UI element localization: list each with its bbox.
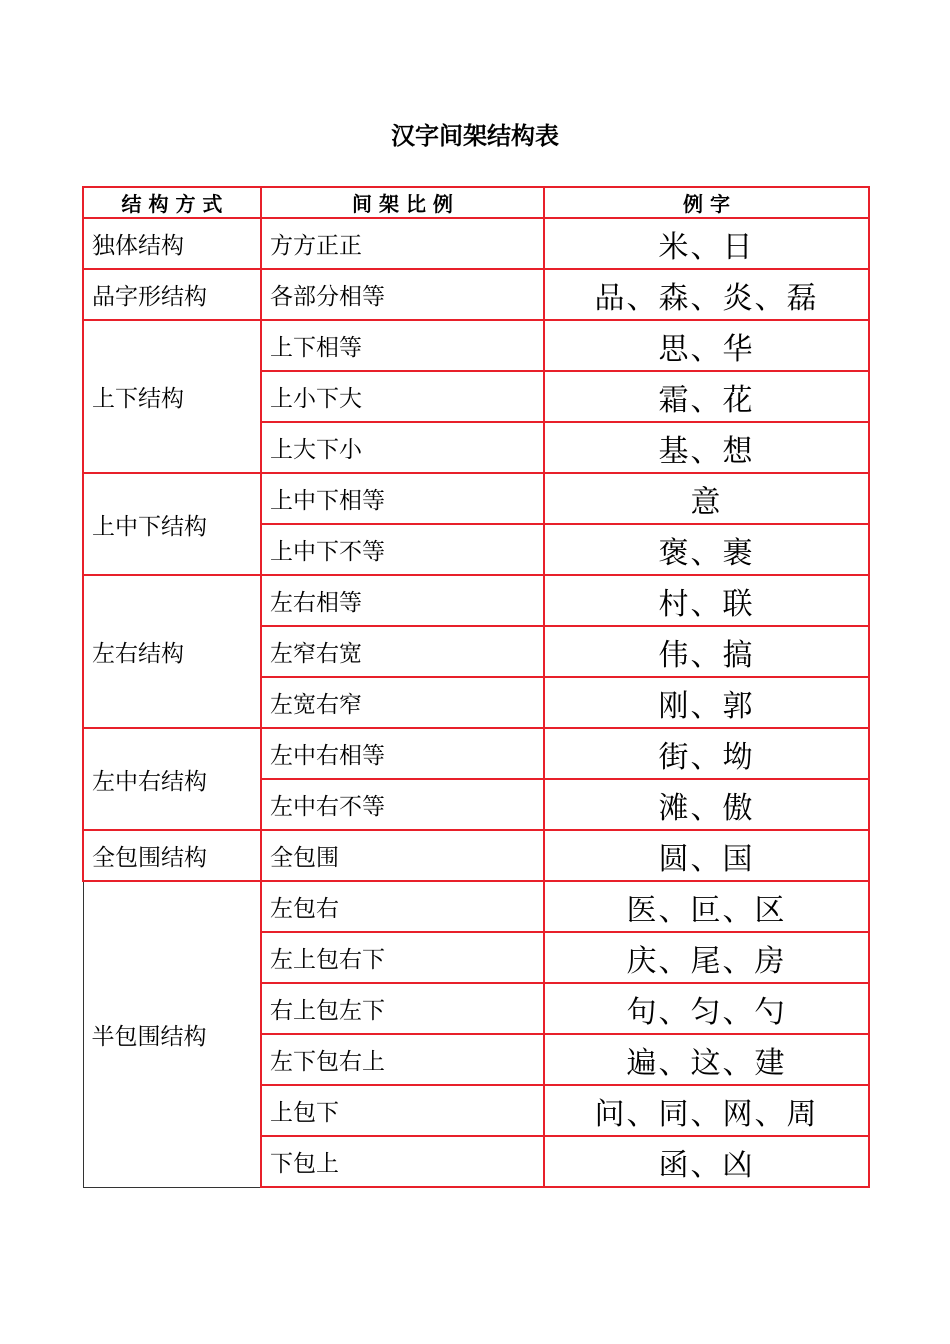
example-cell: 基、想 [544, 422, 869, 473]
table-row [83, 575, 869, 626]
structure-cell: 左右结构 [83, 575, 261, 728]
example-cell: 医、叵、区 [544, 881, 869, 932]
example-cell: 街、坳 [544, 728, 869, 779]
structure-cell: 左中右结构 [83, 728, 261, 830]
character-structure-table [82, 186, 870, 1188]
example-cell: 滩、傲 [544, 779, 869, 830]
ratio-cell: 上中下不等 [261, 524, 544, 575]
example-cell: 思、华 [544, 320, 869, 371]
ratio-cell: 左宽右窄 [261, 677, 544, 728]
ratio-cell: 方方正正 [261, 218, 544, 269]
header-ratio: 间 架 比 例 [261, 187, 544, 218]
ratio-cell: 上小下大 [261, 371, 544, 422]
ratio-cell: 上包下 [261, 1085, 544, 1136]
structure-cell: 上下结构 [83, 320, 261, 473]
header-example: 例 字 [544, 187, 869, 218]
example-cell: 意 [544, 473, 869, 524]
ratio-cell: 左上包右下 [261, 932, 544, 983]
example-cell: 米、日 [544, 218, 869, 269]
table-row [83, 320, 869, 371]
table-row [83, 728, 869, 779]
example-cell: 伟、搞 [544, 626, 869, 677]
example-cell: 句、匀、勺 [544, 983, 869, 1034]
example-cell: 村、联 [544, 575, 869, 626]
table-row [83, 473, 869, 524]
example-cell: 圆、国 [544, 830, 869, 881]
structure-cell: 半包围结构 [83, 881, 261, 1187]
structure-cell: 全包围结构 [83, 830, 261, 881]
ratio-cell: 全包围 [261, 830, 544, 881]
example-cell: 函、凶 [544, 1136, 869, 1187]
ratio-cell: 左中右不等 [261, 779, 544, 830]
example-cell: 刚、郭 [544, 677, 869, 728]
example-cell: 品、森、炎、磊 [544, 269, 869, 320]
example-cell: 问、同、网、周 [544, 1085, 869, 1136]
structure-cell: 独体结构 [83, 218, 261, 269]
table-header-row [83, 187, 869, 218]
example-cell: 霜、花 [544, 371, 869, 422]
ratio-cell: 右上包左下 [261, 983, 544, 1034]
structure-cell: 上中下结构 [83, 473, 261, 575]
example-cell: 褒、裹 [544, 524, 869, 575]
table-row [83, 269, 869, 320]
ratio-cell: 上中下相等 [261, 473, 544, 524]
example-cell: 庆、尾、房 [544, 932, 869, 983]
ratio-cell: 下包上 [261, 1136, 544, 1187]
ratio-cell: 左中右相等 [261, 728, 544, 779]
ratio-cell: 各部分相等 [261, 269, 544, 320]
ratio-cell: 左窄右宽 [261, 626, 544, 677]
ratio-cell: 左包右 [261, 881, 544, 932]
structure-cell: 品字形结构 [83, 269, 261, 320]
ratio-cell: 上大下小 [261, 422, 544, 473]
ratio-cell: 左下包右上 [261, 1034, 544, 1085]
table-row [83, 830, 869, 881]
example-cell: 遍、这、建 [544, 1034, 869, 1085]
page-title: 汉字间架结构表 [391, 122, 559, 150]
ratio-cell: 上下相等 [261, 320, 544, 371]
table-row [83, 881, 869, 932]
header-structure: 结 构 方 式 [83, 187, 261, 218]
table-row [83, 218, 869, 269]
ratio-cell: 左右相等 [261, 575, 544, 626]
